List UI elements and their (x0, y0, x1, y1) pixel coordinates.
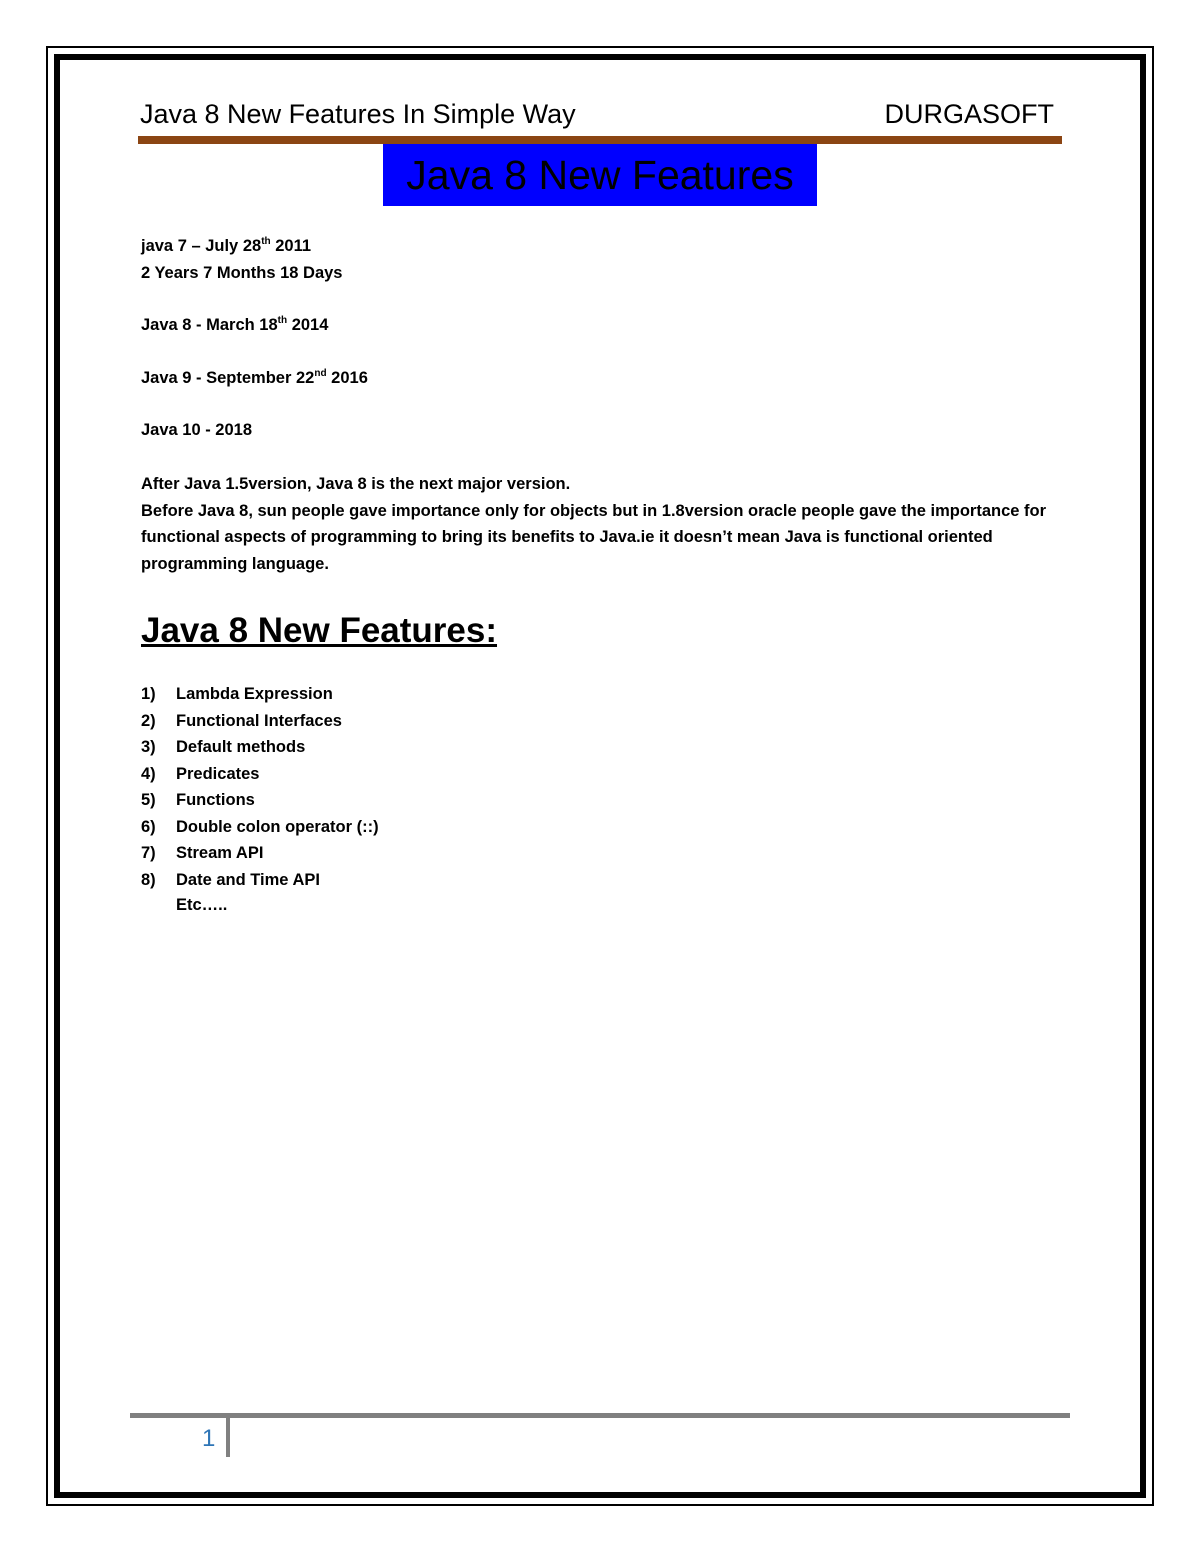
list-item-label: Default methods (176, 738, 306, 756)
features-etc: Etc….. (176, 896, 228, 914)
java8-ordinal: th (277, 315, 288, 326)
list-item-label: Functions (176, 791, 255, 809)
list-item (141, 761, 379, 788)
java10-release-line: Java 10 - 2018 (141, 421, 253, 439)
document-title: Java 8 New Features (406, 152, 794, 198)
list-item-number: 1) (141, 685, 156, 703)
java9-release-year: 2016 (326, 369, 368, 387)
footer-rule (130, 1413, 1070, 1418)
intro-line-1: After Java 1.5version, Java 8 is the next major version. (141, 475, 571, 493)
java9-release-line (141, 365, 368, 391)
list-item (141, 867, 379, 894)
list-item (141, 814, 379, 841)
java7-release-year: 2011 (270, 237, 312, 255)
title-band (383, 144, 817, 206)
header-title: Java 8 New Features In Simple Way (140, 99, 576, 129)
list-item (141, 787, 379, 814)
list-item (141, 734, 379, 761)
list-item-label: Double colon operator (::) (176, 817, 379, 836)
java8-release-text: Java 8 - March 18 (141, 316, 278, 334)
list-item-number: 6) (141, 817, 156, 836)
list-item-label: Functional Interfaces (176, 711, 342, 730)
java7-ordinal: th (261, 236, 271, 247)
intro-line-2: Before Java 8, sun people gave importance only for objects but in 1.8version oracle people gave the importance for functional aspects of programming to bring its benefits to Java.ie it doesn’t mean Java is functional oriented programming language. (141, 501, 1047, 573)
java8-release-year: 2014 (287, 316, 329, 334)
features-heading: Java 8 New Features: (141, 611, 498, 650)
page-number: 1 (202, 1425, 216, 1452)
list-item (141, 708, 379, 735)
intro-paragraph (141, 471, 1061, 577)
list-item-number: 8) (141, 870, 156, 889)
release-gap-line: 2 Years 7 Months 18 Days (141, 264, 343, 282)
header-brand: DURGASOFT (884, 99, 1054, 129)
header-rule (138, 136, 1062, 144)
list-item-number: 3) (141, 738, 156, 756)
footer-divider (226, 1418, 230, 1457)
list-item-number: 7) (141, 844, 156, 862)
list-item-label: Date and Time API (176, 870, 320, 889)
list-item (141, 840, 379, 867)
list-item-number: 5) (141, 791, 156, 809)
list-item-number: 2) (141, 711, 156, 730)
list-item-label: Stream API (176, 844, 264, 862)
feature-list (141, 681, 379, 893)
java7-release-line (141, 233, 311, 259)
list-item-number: 4) (141, 764, 156, 783)
java9-ordinal: nd (314, 368, 327, 379)
java8-release-line (141, 312, 328, 338)
java7-release-text: java 7 – July 28 (141, 237, 262, 255)
java9-release-text: Java 9 - September 22 (141, 369, 315, 387)
list-item-label: Lambda Expression (176, 685, 333, 703)
list-item (141, 681, 379, 708)
list-item-label: Predicates (176, 764, 260, 783)
